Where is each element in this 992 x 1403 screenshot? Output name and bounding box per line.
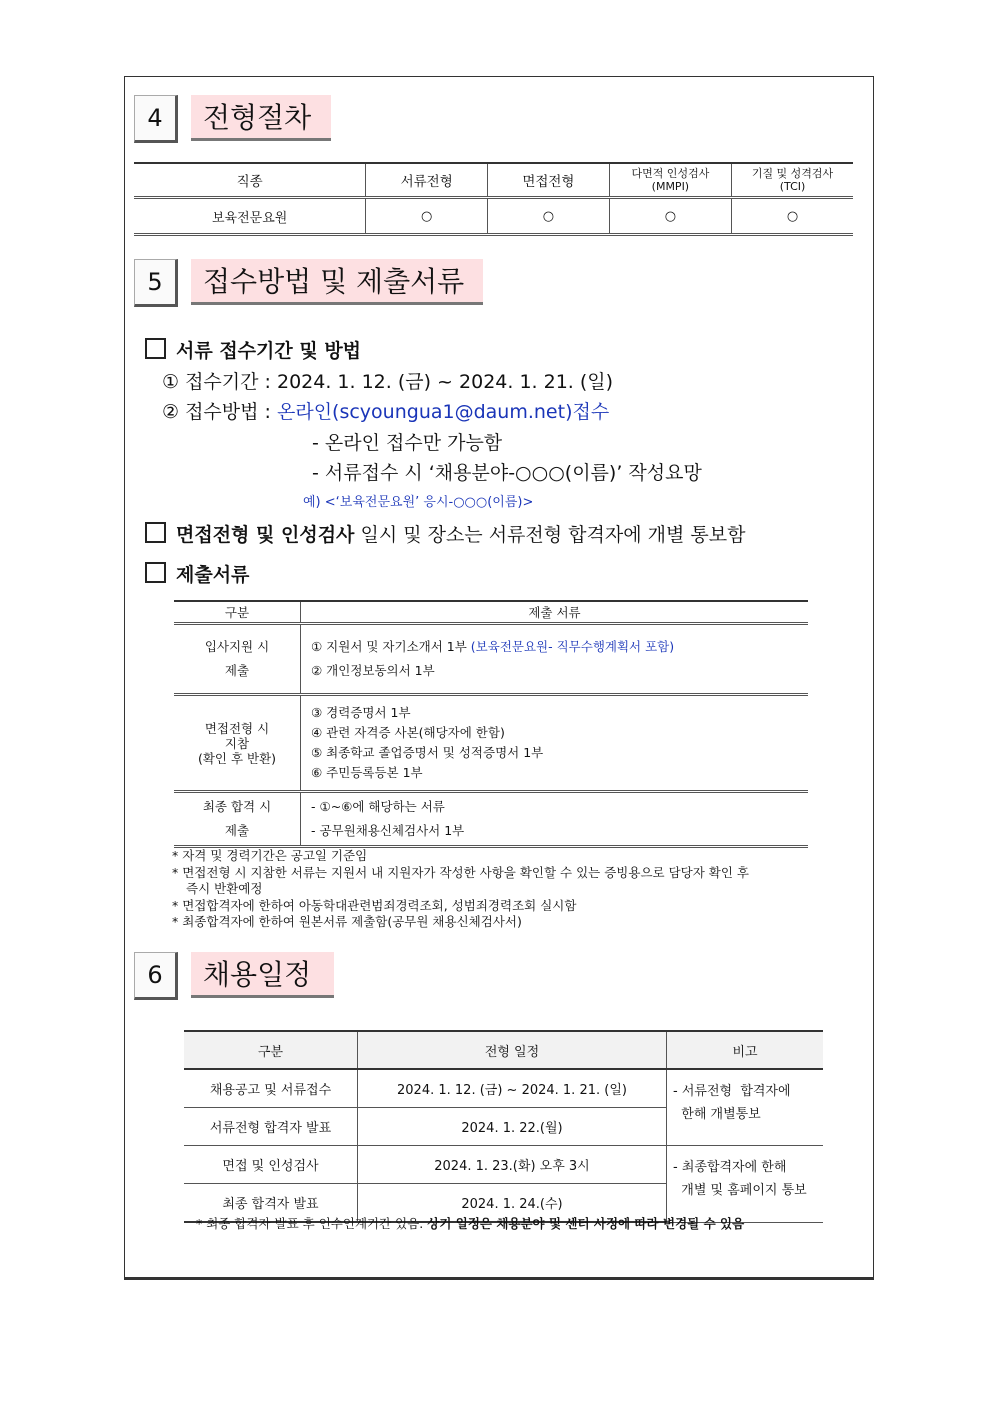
procedure-header-tci (732, 163, 854, 198)
table-row (134, 198, 853, 235)
schedule-table (184, 1030, 823, 1223)
schedule-remark-1: - 서류전형 합격자에 한해 개별통보 (667, 1069, 824, 1146)
schedule-category: 서류전형 합격자 발표 (184, 1108, 358, 1146)
section-5-title: 접수방법 및 제출서류 (191, 259, 483, 305)
method-line (162, 397, 609, 424)
docs-item: ⑤ 최종학교 졸업증명서 및 성적증명서 1부 (311, 745, 544, 760)
table-row (174, 624, 808, 695)
docs-item-extra: (보육전문요원- 직무수행계획서 포함) (470, 639, 675, 654)
item-interview-bold: 면접전형 및 인성검사 (176, 524, 355, 546)
method-value: 온라인(scyoungua1@daum.net)접수 (276, 401, 610, 423)
item-receipt-label: 서류 접수기간 및 방법 (176, 340, 362, 362)
procedure-mark: ○ (366, 198, 488, 235)
schedule-footnote (196, 1214, 744, 1232)
schedule-header-remark: 비고 (667, 1031, 824, 1069)
procedure-mark: ○ (609, 198, 731, 235)
mmpi-sub: (MMPI) (651, 180, 690, 193)
mmpi-label: 다면적 인성검사 (631, 167, 710, 180)
docs-row-label: 입사지원 시 제출 (174, 624, 301, 695)
checkbox-icon (145, 562, 166, 583)
schedule-date: 2024. 1. 22.(월) (358, 1108, 667, 1146)
section-6-number: 6 (134, 952, 178, 1000)
schedule-date: 2024. 1. 24.(수) (358, 1184, 667, 1223)
schedule-category: 최종 합격자 발표 (184, 1184, 358, 1223)
tci-sub: (TCI) (779, 180, 806, 193)
procedure-mark: ○ (732, 198, 854, 235)
note-3: * 면접합격자에 한하여 아동학대관련범죄경력조회, 성범죄경력조회 실시함 (172, 898, 577, 913)
table-row (184, 1069, 823, 1108)
item-interview-rest: 일시 및 장소는 서류전형 합격자에 개별 통보함 (354, 524, 746, 546)
schedule-category: 면접 및 인성검사 (184, 1146, 358, 1184)
docs-header-docs: 제출 서류 (301, 601, 809, 624)
docs-item: - 공무원채용신체검사서 1부 (311, 823, 465, 838)
docs-item: ① 지원서 및 자기소개서 1부 (311, 639, 467, 654)
note-2: * 면접전형 시 지참한 서류는 지원서 내 지원자가 작성한 사항을 확인할 수 있는 증빙용으로 담당자 확인 후 (172, 865, 749, 880)
item-docs (145, 560, 249, 587)
checkbox-icon (145, 522, 166, 543)
table-row (174, 695, 808, 792)
example-line: 예) <‘보육전문요원’ 응시-○○○(이름)> (303, 495, 534, 510)
footnote-plain: * 최종 합격자 발표 후 인수인계기간 있음. (196, 1216, 428, 1231)
procedure-table (134, 162, 853, 236)
docs-item: ④ 관련 자격증 사본(해당자에 한함) (311, 725, 505, 740)
docs-row-label: 최종 합격 시 제출 (174, 792, 301, 847)
docs-row-label: 면접전형 시 지참 (확인 후 반환) (174, 695, 301, 792)
procedure-header-job: 직종 (134, 163, 366, 198)
section-5-number: 5 (134, 259, 178, 307)
docs-item: ② 개인정보동의서 1부 (311, 663, 435, 678)
docs-table (174, 600, 808, 848)
period-line (162, 367, 613, 394)
table-row (184, 1146, 823, 1184)
section-4-number: 4 (134, 95, 178, 143)
schedule-date: 2024. 1. 12. (금) ~ 2024. 1. 21. (일) (358, 1069, 667, 1108)
docs-row-items (301, 792, 809, 847)
note-4: * 최종합격자에 한하여 원본서류 제출함(공무원 채용신체검사서) (172, 914, 522, 929)
docs-item: ⑥ 주민등록등본 1부 (311, 765, 423, 780)
procedure-header-interview: 면접전형 (488, 163, 610, 198)
procedure-header-doc: 서류전형 (366, 163, 488, 198)
checkbox-icon (145, 338, 166, 359)
docs-row-items (301, 624, 809, 695)
section-6-title: 채용일정 (191, 952, 334, 998)
item-receipt (145, 336, 361, 363)
schedule-header-date: 전형 일정 (358, 1031, 667, 1069)
schedule-remark-2: - 최종합격자에 한해 개별 및 홈페이지 통보 (667, 1146, 824, 1223)
docs-header-category: 구분 (174, 601, 301, 624)
schedule-header-category: 구분 (184, 1031, 358, 1069)
period-label: ① 접수기간 : (162, 371, 271, 393)
tci-label: 기질 및 성격검사 (751, 167, 834, 180)
schedule-date: 2024. 1. 23.(화) 오후 3시 (358, 1146, 667, 1184)
note-2-cont: 즉시 반환예정 (186, 881, 263, 896)
procedure-header-mmpi (609, 163, 731, 198)
note-1: * 자격 및 경력기간은 공고일 기준임 (172, 848, 368, 863)
docs-item: - ①~⑥에 해당하는 서류 (311, 799, 445, 814)
period-value: 2024. 1. 12. (금) ~ 2024. 1. 21. (일) (276, 371, 614, 393)
procedure-job: 보육전문요원 (134, 198, 366, 235)
docs-item: ③ 경력증명서 1부 (311, 705, 411, 720)
method-label: ② 접수방법 : (162, 401, 271, 423)
docs-row-items (301, 695, 809, 792)
method-note-2: - 서류접수 시 ‘채용분야-○○○(이름)’ 작성요망 (312, 462, 702, 484)
schedule-category: 채용공고 및 서류접수 (184, 1069, 358, 1108)
procedure-mark: ○ (488, 198, 610, 235)
section-4-title: 전형절차 (191, 95, 331, 141)
item-interview (145, 520, 745, 547)
footnote-bold: 상기 일정은 채용분야 및 센터 사정에 따라 변경될 수 있음 (427, 1216, 745, 1231)
method-note-1: - 온라인 접수만 가능함 (312, 432, 503, 454)
item-docs-label: 제출서류 (176, 564, 250, 586)
table-row (174, 792, 808, 847)
